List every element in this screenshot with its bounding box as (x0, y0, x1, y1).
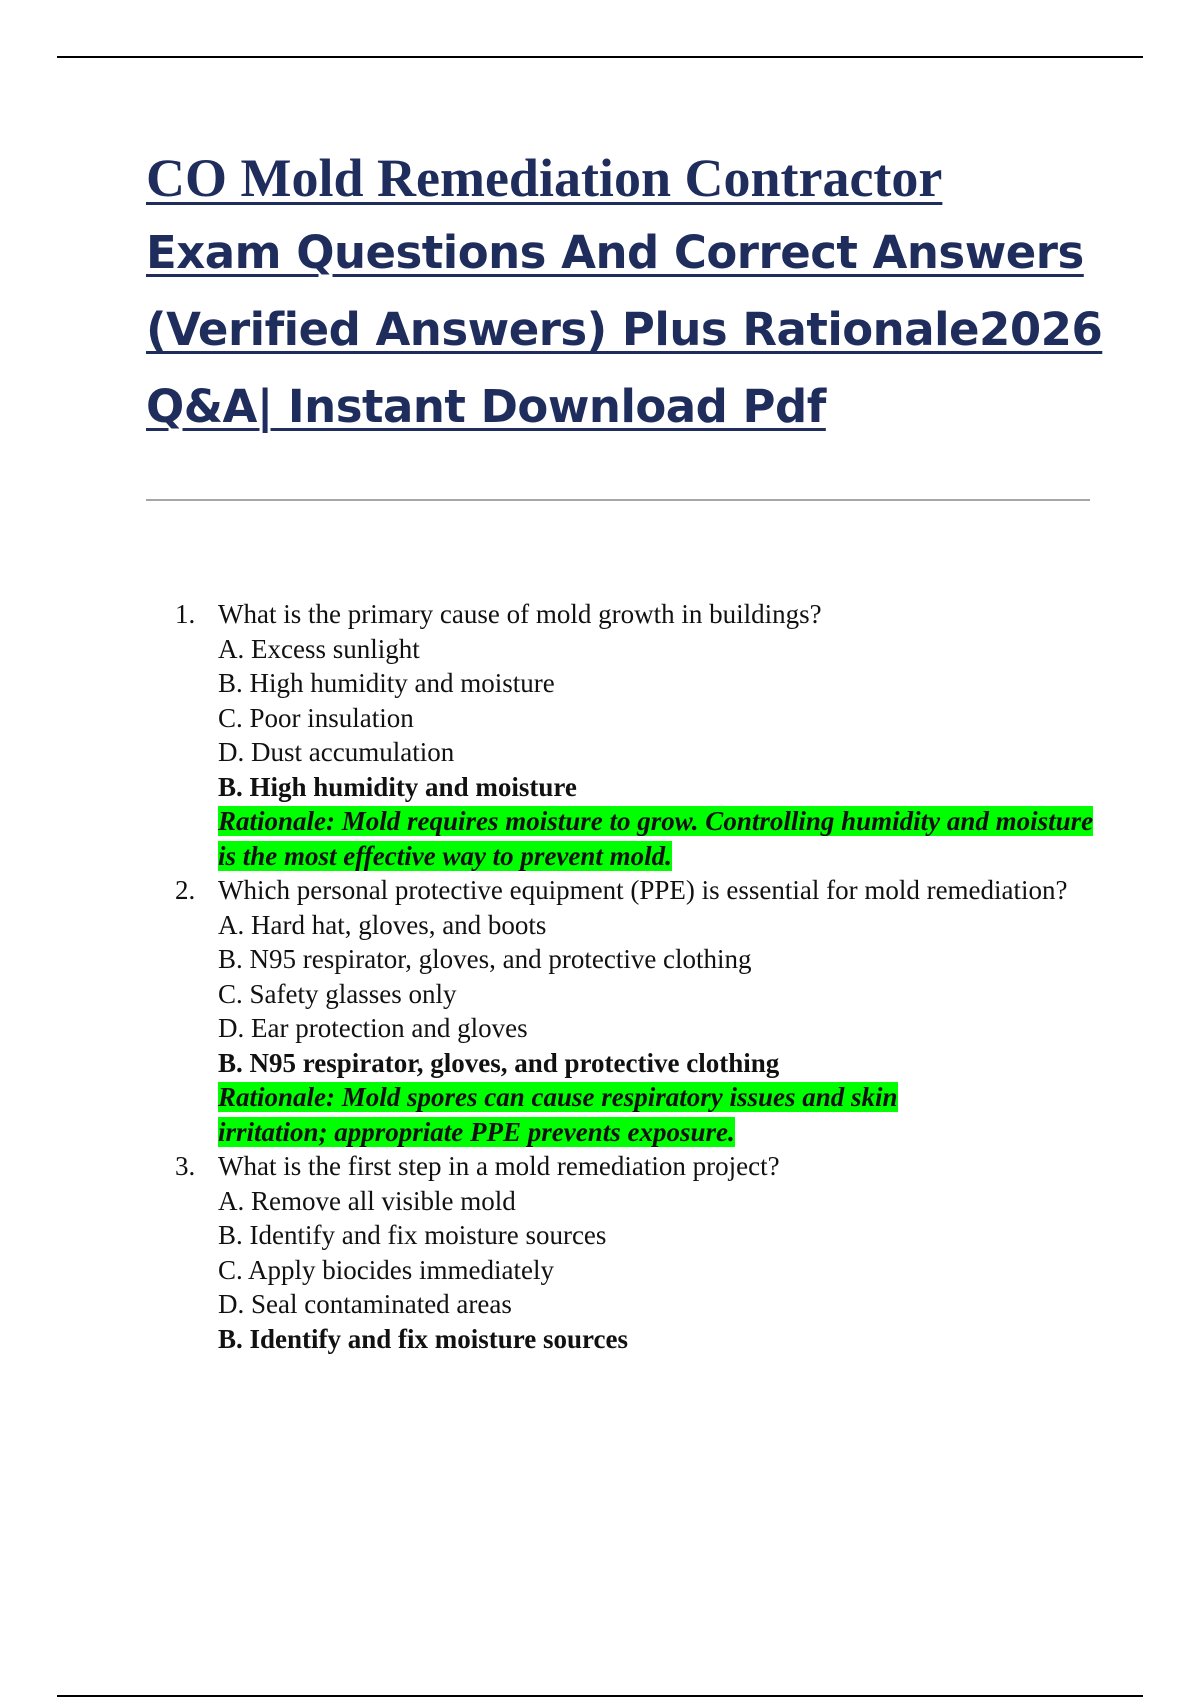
option-d: D. Ear protection and gloves (218, 1013, 528, 1043)
question-list (175, 597, 1095, 1356)
rationale-block (218, 804, 1095, 873)
page-top-rule (57, 56, 1143, 58)
section-divider (146, 499, 1090, 501)
question-item (175, 1149, 1095, 1356)
title-line-3: (Verified Answers) Plus Rationale2026 (146, 303, 1103, 356)
question-item (175, 873, 1095, 1149)
correct-answer: B. Identify and fix moisture sources (218, 1323, 629, 1354)
option-b: B. Identify and fix moisture sources (218, 1220, 607, 1250)
question-text: Which personal protective equipment (PPE) is essential for mold remediation? (218, 875, 1068, 905)
option-d: D. Dust accumulation (218, 737, 455, 767)
question-number: 3. (175, 1151, 196, 1181)
question-text: What is the first step in a mold remediation project? (218, 1151, 780, 1181)
correct-answer: B. N95 respirator, gloves, and protective clothing (218, 1047, 780, 1078)
question-number: 1. (175, 599, 196, 629)
option-b: B. N95 respirator, gloves, and protective clothing (218, 944, 752, 974)
rationale-text: Rationale: Mold requires moisture to grow. Controlling humidity and moisture is the most effective way to prevent mold. (218, 806, 1094, 871)
option-d: D. Seal contaminated areas (218, 1289, 512, 1319)
option-c: C. Apply biocides immediately (218, 1254, 554, 1285)
option-a: A. Hard hat, gloves, and boots (218, 909, 547, 940)
question-item (175, 597, 1095, 873)
title-line-1: CO Mold Remediation Contractor (146, 148, 943, 208)
document-title (146, 142, 1106, 445)
question-text: What is the primary cause of mold growth in buildings? (218, 599, 822, 629)
question-number: 2. (175, 875, 196, 905)
option-b: B. High humidity and moisture (218, 668, 555, 698)
page-bottom-rule (57, 1695, 1143, 1697)
rationale-block (218, 1080, 978, 1149)
option-a: A. Remove all visible mold (218, 1185, 516, 1216)
option-c: C. Poor insulation (218, 702, 414, 733)
title-line-2: Exam Questions And Correct Answers (146, 226, 1084, 279)
rationale-text: Rationale: Mold spores can cause respiratory issues and skin irritation; appropriate PPE prevents exposure. (218, 1082, 898, 1147)
correct-answer: B. High humidity and moisture (218, 771, 577, 802)
option-c: C. Safety glasses only (218, 978, 457, 1009)
title-line-4: Q&A| Instant Download Pdf (146, 380, 826, 433)
option-a: A. Excess sunlight (218, 633, 420, 664)
